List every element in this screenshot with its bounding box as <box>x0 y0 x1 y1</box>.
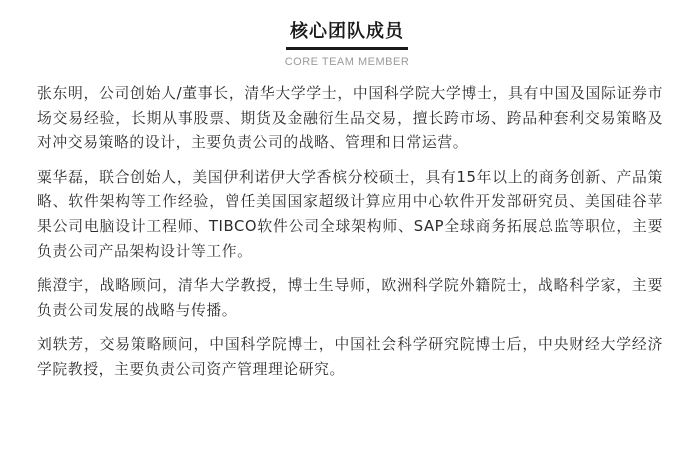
section-subtitle: CORE TEAM MEMBER <box>284 56 410 68</box>
section-header <box>0 20 694 68</box>
member-bio-liu-yifang: 刘轶芳，交易策略顾问，中国科学院博士，中国社会科学研究院博士后，中央财经大学经济学院教授，主要负责公司资产管理理论研究。 <box>37 336 663 378</box>
team-member-list <box>37 82 663 393</box>
section-title: 核心团队成员 <box>286 20 408 50</box>
member-bio-su-hualei: 粟华磊，联合创始人，美国伊利诺伊大学香槟分校硕士，具有15年以上的商务创新、产品策略、软件架构等工作经验，曾任美国国家超级计算应用中心软件开发部研究员、美国硅谷苹果公司电脑设计工程师、TIBCO软件公司全球架构师、SAP全球商务拓展总监等职位，主要负责公司产品架构设计等工作。 <box>37 168 663 260</box>
member-bio-zhang-dongming: 张东明，公司创始人/董事长，清华大学学士，中国科学院大学博士，具有中国及国际证券市场交易经验，长期从事股票、期货及金融衍生品交易，擅长跨市场、跨品种套利交易策略及对冲交易策略的设计，主要负责公司的战略、管理和日常运营。 <box>37 85 663 152</box>
member-bio-xiong-chengyu: 熊澄宇，战略顾问，清华大学教授，博士生导师，欧洲科学院外籍院士，战略科学家，主要负责公司发展的战略与传播。 <box>37 277 663 319</box>
